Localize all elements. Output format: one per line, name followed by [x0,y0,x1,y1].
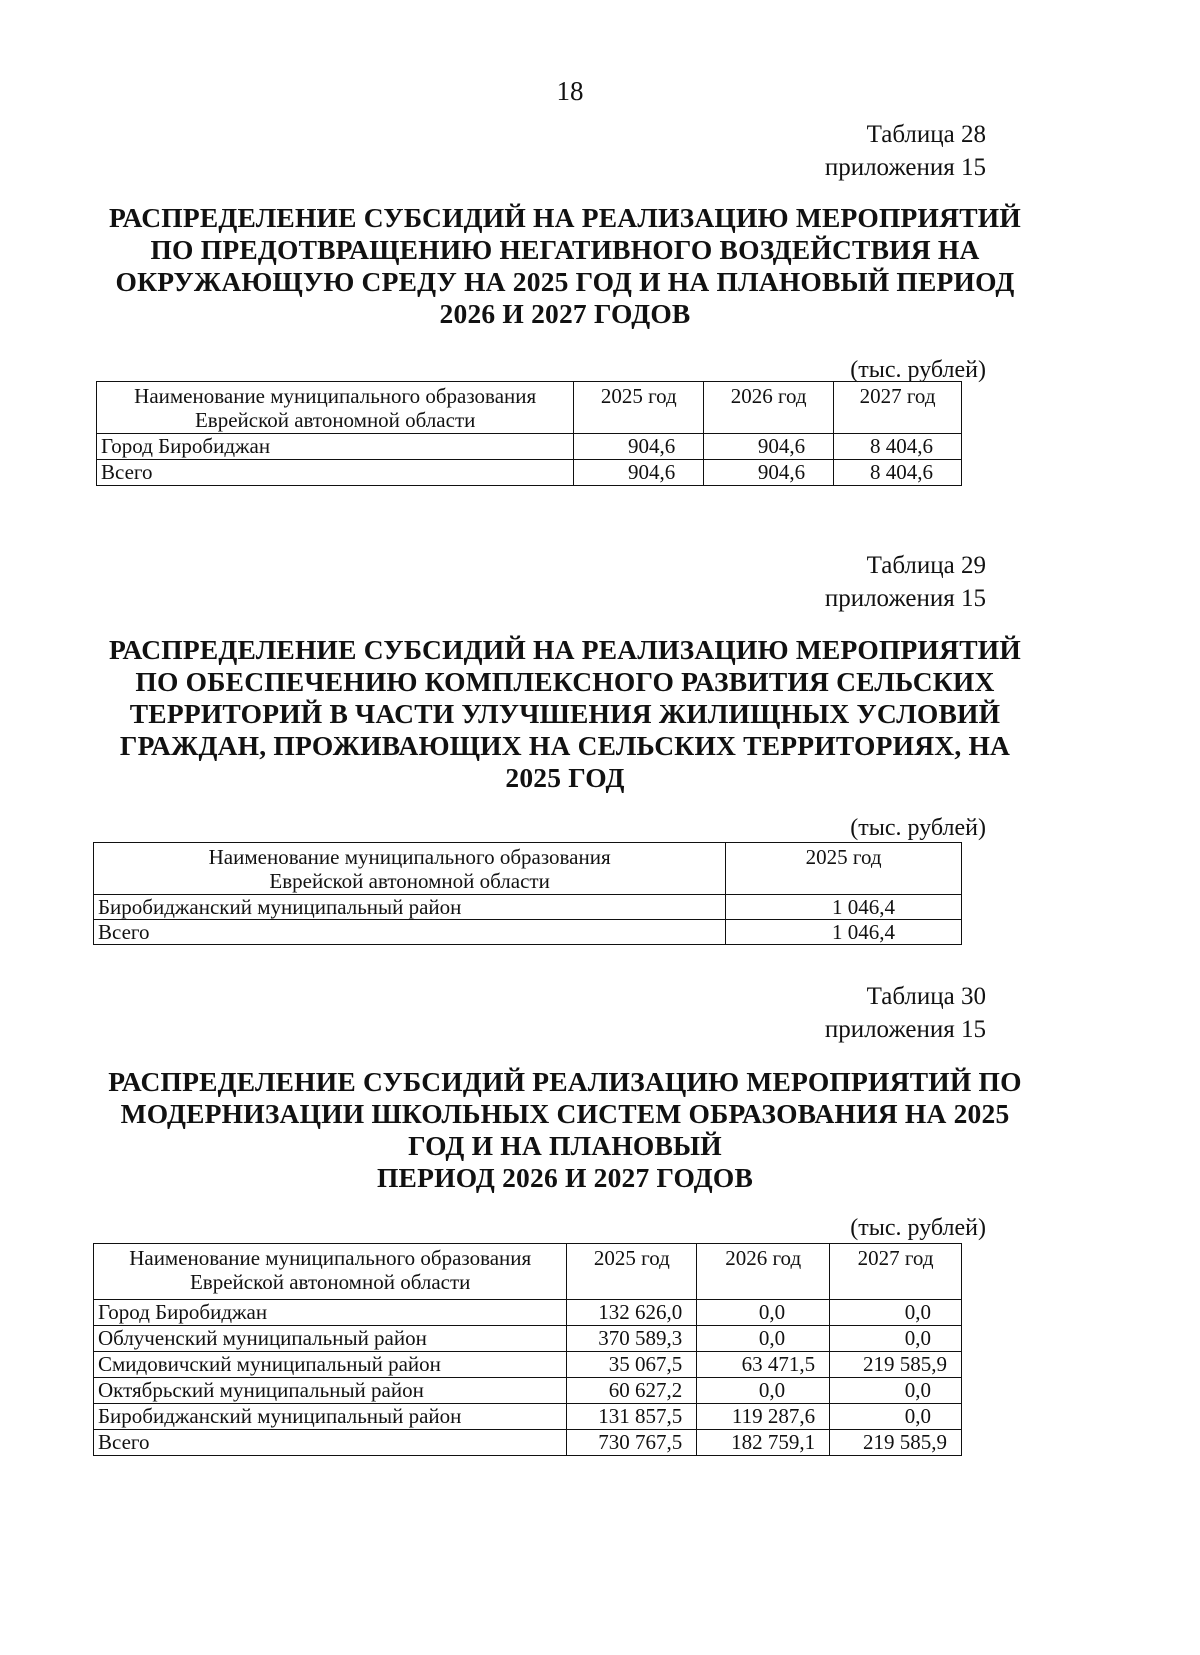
cell-name: Биробиджанский муниципальный район [94,895,726,920]
table-29 [93,842,962,945]
table-ref-line: приложения 15 [824,1016,986,1043]
table-row [97,434,962,460]
title-line: ПО ПРЕДОТВРАЩЕНИЮ НЕГАТИВНОГО ВОЗДЕЙСТВИЯ НА [150,234,980,265]
cell-name: Город Биробиджан [94,1300,567,1326]
cell-name: Всего [94,1430,567,1456]
header-cell: 2026 год [697,1244,830,1300]
title-line: ПО ОБЕСПЕЧЕНИЮ КОМПЛЕКСНОГО РАЗВИТИЯ СЕЛЬСКИХ [135,666,995,697]
header-cell: Наименование муниципального образования Еврейской автономной области [94,843,726,895]
cell-name: Всего [94,920,726,945]
cell-value: 1 046,4 [726,895,962,920]
cell-value: 35 067,5 [567,1352,697,1378]
unit-label: (тыс. рублей) [850,815,986,841]
table-header-row [94,843,962,895]
table-30-reference [825,980,986,1046]
header-cell: Наименование муниципального образования Еврейской автономной области [97,382,574,434]
table-row [94,1300,962,1326]
title-line: РАСПРЕДЕЛЕНИЕ СУБСИДИЙ РЕАЛИЗАЦИЮ МЕРОПРИЯТИЙ ПО [108,1066,1022,1097]
cell-value: 131 857,5 [567,1404,697,1430]
cell-name: Город Биробиджан [97,434,574,460]
table-row [94,895,962,920]
table-30-title [90,1066,1040,1194]
header-cell: 2027 год [834,382,962,434]
title-line: ГОД И НА ПЛАНОВЫЙ [408,1130,722,1161]
table-row [94,1352,962,1378]
cell-value: 370 589,3 [567,1326,697,1352]
table-ref-line: приложения 15 [824,154,986,181]
cell-value: 60 627,2 [567,1378,697,1404]
cell-value: 0,0 [830,1300,962,1326]
cell-value: 0,0 [697,1300,830,1326]
cell-value: 904,6 [574,460,704,486]
header-cell: 2025 год [726,843,962,895]
cell-value: 904,6 [704,434,834,460]
table-ref-line: приложения 15 [824,585,986,612]
unit-label: (тыс. рублей) [850,1215,986,1241]
title-line: РАСПРЕДЕЛЕНИЕ СУБСИДИЙ НА РЕАЛИЗАЦИЮ МЕРОПРИЯТИЙ [109,634,1021,665]
table-28-title [90,202,1040,330]
cell-value: 730 767,5 [567,1430,697,1456]
table-28 [96,381,962,486]
cell-value: 8 404,6 [834,434,962,460]
page-number: 18 [556,76,584,106]
title-line: ТЕРРИТОРИЙ В ЧАСТИ УЛУЧШЕНИЯ ЖИЛИЩНЫХ УСЛОВИЙ [129,698,1001,729]
cell-name: Облученский муниципальный район [94,1326,567,1352]
cell-value: 0,0 [830,1404,962,1430]
header-cell: 2025 год [567,1244,697,1300]
cell-value: 219 585,9 [830,1352,962,1378]
title-line: 2026 И 2027 ГОДОВ [439,298,691,329]
cell-value: 0,0 [830,1378,962,1404]
cell-value: 63 471,5 [697,1352,830,1378]
cell-value: 132 626,0 [567,1300,697,1326]
header-cell: Наименование муниципального образования Еврейской автономной области [94,1244,567,1300]
table-row [94,920,962,945]
header-cell: 2027 год [830,1244,962,1300]
cell-value: 119 287,6 [697,1404,830,1430]
cell-value: 904,6 [574,434,704,460]
table-29-reference [825,549,986,615]
cell-value: 1 046,4 [726,920,962,945]
cell-name: Октябрьский муниципальный район [94,1378,567,1404]
table-header-row [97,382,962,434]
table-row [94,1404,962,1430]
cell-name: Биробиджанский муниципальный район [94,1404,567,1430]
title-line: ПЕРИОД 2026 И 2027 ГОДОВ [376,1162,754,1193]
table-row [97,460,962,486]
unit-label: (тыс. рублей) [850,357,986,383]
cell-value: 219 585,9 [830,1430,962,1456]
cell-value: 8 404,6 [834,460,962,486]
table-row [94,1326,962,1352]
table-ref-line: Таблица 28 [866,121,986,148]
cell-value: 0,0 [830,1326,962,1352]
cell-value: 904,6 [704,460,834,486]
title-line: МОДЕРНИЗАЦИИ ШКОЛЬНЫХ СИСТЕМ ОБРАЗОВАНИЯ НА 2025 [120,1098,1010,1129]
cell-value: 0,0 [697,1378,830,1404]
table-30 [93,1243,962,1456]
table-ref-line: Таблица 30 [866,983,986,1010]
title-line: 2025 ГОД [505,762,625,793]
title-line: РАСПРЕДЕЛЕНИЕ СУБСИДИЙ НА РЕАЛИЗАЦИЮ МЕРОПРИЯТИЙ [109,202,1021,233]
table-row [94,1378,962,1404]
table-28-reference [825,118,986,184]
header-cell: 2026 год [704,382,834,434]
table-29-title [90,634,1040,794]
table-row [94,1430,962,1456]
table-ref-line: Таблица 29 [866,552,986,579]
cell-name: Всего [97,460,574,486]
title-line: ОКРУЖАЮЩУЮ СРЕДУ НА 2025 ГОД И НА ПЛАНОВЫЙ ПЕРИОД [115,266,1015,297]
cell-value: 182 759,1 [697,1430,830,1456]
cell-value: 0,0 [697,1326,830,1352]
title-line: ГРАЖДАН, ПРОЖИВАЮЩИХ НА СЕЛЬСКИХ ТЕРРИТОРИЯХ, НА [119,730,1011,761]
table-header-row [94,1244,962,1300]
cell-name: Смидовичский муниципальный район [94,1352,567,1378]
header-cell: 2025 год [574,382,704,434]
